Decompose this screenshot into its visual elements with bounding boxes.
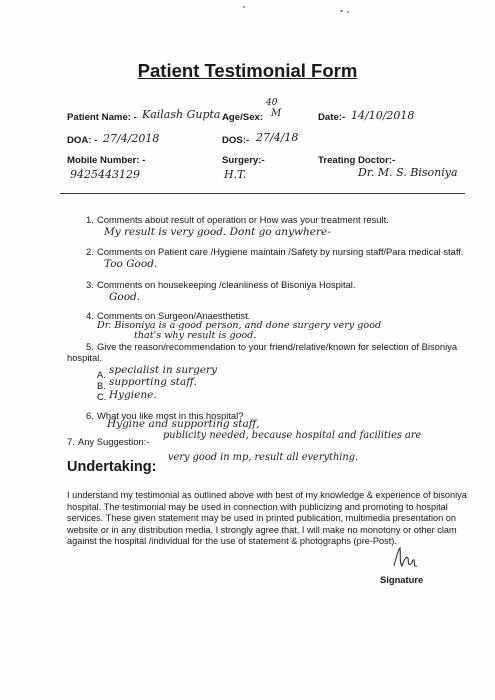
- patient-name-label: Patient Name: -: [67, 112, 137, 123]
- question-1-answer: My result is very good. Dont go anywhere-: [104, 226, 331, 238]
- question-6-text: What you like most in this hospital?: [97, 410, 244, 421]
- question-3-text: Comments on housekeeping /cleanliness of Bisoniya Hospital.: [97, 279, 356, 290]
- mobile-value: 9425443129: [70, 168, 140, 181]
- age-value: 40: [266, 98, 278, 108]
- treating-doctor-value: Dr. M. S. Bisoniya: [358, 166, 458, 179]
- question-4-answer-line-2: that's why result is good.: [134, 330, 257, 341]
- dos-label: DOS:-: [222, 135, 250, 146]
- question-4-number: 4.: [86, 310, 94, 321]
- question-5-option-b-letter: B.: [97, 380, 106, 391]
- question-5-option-b-answer: supporting staff.: [109, 376, 197, 388]
- treating-doctor-label: Treating Doctor:-: [318, 155, 396, 166]
- question-2-number: 2.: [86, 246, 94, 257]
- question-3-answer: Good.: [109, 291, 141, 303]
- question-5-option-a-answer: specialist in surgery: [109, 364, 217, 376]
- question-4-answer-line-1: Dr. Bisoniya is a good person, and done surgery very good: [97, 320, 382, 331]
- question-4-text: Comments on Surgeon/Anaesthetist.: [97, 310, 251, 321]
- dos-value: 27/4/18: [256, 131, 299, 144]
- signature-scribble: [390, 544, 420, 572]
- question-7-text: Any Suggestion:-: [78, 436, 150, 447]
- question-5-option-c-letter: C.: [97, 391, 107, 402]
- question-5-option-a-letter: A.: [97, 369, 106, 380]
- patient-name-value: Kailash Gupta: [142, 108, 221, 121]
- date-value: 14/10/2018: [351, 109, 415, 122]
- form-title: Patient Testimonial Form: [137, 60, 358, 81]
- question-5-text-line-1: Give the reason/recommendation to your friend/relative/known for selection of Bisoniya: [97, 341, 458, 352]
- question-2-answer: Too Good.: [104, 258, 158, 270]
- question-7-answer-line-2: very good in mp, result all everything.: [168, 452, 359, 463]
- question-7-answer-line-1: publicity needed, because hospital and facilities are: [163, 430, 422, 441]
- signature-label: Signature: [380, 574, 424, 585]
- undertaking-body: I understand my testimonial as outlined above with best of my knowledge & experience of bisoniya hospital. The testimonial may be used in connection with publicizing and promoting to hospital services. These given statement may be used in printed publication, multimedia presentation on website or in any distribution media. I strongly agree that, I will make no monotony or other clam against the hospital /individual for the use of statement & photographs (pre-Post).: [67, 490, 467, 547]
- doa-value: 27/4/2018: [103, 132, 160, 145]
- question-6-number: 6.: [86, 410, 94, 421]
- header-divider: [60, 193, 465, 194]
- question-6-answer: Hygine and supporting staff,: [107, 418, 260, 430]
- question-5-text-line-2: hospital.: [67, 352, 102, 363]
- question-1-text: Comments about result of operation or How was your treatment result.: [97, 214, 389, 225]
- surgery-label: Surgery:-: [222, 155, 265, 166]
- doa-label: DOA: -: [67, 135, 98, 146]
- question-2-text: Comments on Patient care /Hygiene maintain /Safety by nursing staff/Para medical staff.: [97, 246, 464, 257]
- date-label: Date:-: [318, 112, 346, 123]
- question-1-number: 1.: [86, 214, 94, 225]
- question-5-number: 5.: [86, 341, 94, 352]
- sex-value: M: [271, 108, 282, 119]
- question-7-number: 7.: [67, 436, 75, 447]
- surgery-value: H.T.: [224, 168, 247, 181]
- undertaking-heading: Undertaking:: [67, 459, 157, 475]
- age-sex-label: Age/Sex:: [222, 112, 264, 123]
- mobile-label: Mobile Number: -: [67, 155, 146, 166]
- question-5-option-c-answer: Hygiene.: [109, 389, 157, 401]
- question-3-number: 3.: [86, 279, 94, 290]
